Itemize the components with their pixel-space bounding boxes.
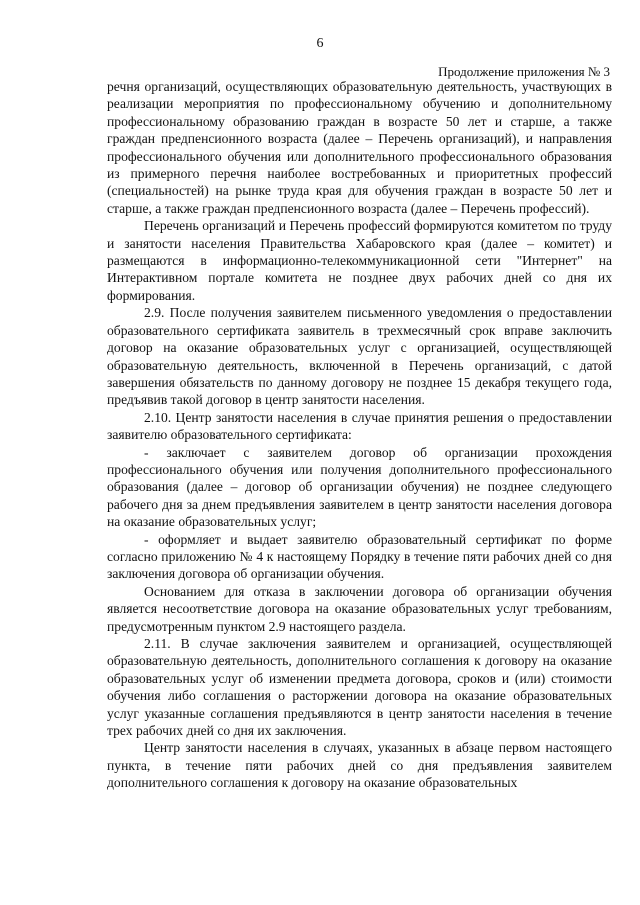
list-item-contract: - заключает с заявителем договор об организации прохождения профессионального обучения или получения дополнительного профессионального образования (далее – договор об организации обучения) не позднее следующего рабочего дня за днем предъявления заявителем в центр занятости населения договора на оказание образовательных услуг; [107, 444, 612, 530]
appendix-continuation-header: Продолжение приложения № 3 [438, 64, 610, 79]
paragraph-2-9: 2.9. После получения заявителем письменного уведомления о предоставлении образовательного сертификата заявитель в трехмесячный срок вправе заключить договор на оказание образовательных услуг с организацией, осуществляющей образовательную деятельность, включенной в Перечень организаций, с датой завершения обязательств по данному договору не позднее 15 декабря текущего года, предъявив такой договор в центр занятости населения. [107, 305, 612, 408]
paragraph-refusal-grounds: Основанием для отказа в заключении договора об организации обучения является несоответствие договора на оказание образовательных услуг требованиям, предусмотренным пунктом 2.9 настоящего раздела. [107, 583, 612, 634]
list-item-certificate: - оформляет и выдает заявителю образовательный сертификат по форме согласно приложению № 4 к настоящему Порядку в течение пяти рабочих дней со дня заключения договора об организации обучения. [107, 531, 612, 582]
paragraph-list-of-organizations: речня организаций, осуществляющих образовательную деятельность, участвующих в реализации мероприятия по профессиональному обучению и дополнительному профессиональному образованию граждан в возрасте 50 лет и старше, а также граждан предпенсионного возраста (далее – Перечень организаций), и направления профессионального обучения или дополнительного профессионального образования из примерного перечня наиболее востребованных и приоритетных профессий (специальностей) на рынке труда края для обучения граждан в возрасте 50 лет и старше, а также граждан предпенсионного возраста (далее – Перечень профессий). [107, 79, 612, 216]
paragraph-2-10: 2.10. Центр занятости населения в случае принятия решения о предоставлении заявителю образовательного сертификата: [107, 409, 612, 443]
page-number: 6 [316, 36, 324, 51]
paragraph-employment-center-cases: Центр занятости населения в случаях, указанных в абзаце первом настоящего пункта, в течение пяти рабочих дней со дня предъявления заявителем дополнительного соглашения к договору на оказание образовательных [107, 740, 612, 791]
document-body [107, 78, 612, 792]
paragraph-lists-formation: Перечень организаций и Перечень профессий формируются комитетом по труду и занятости населения Правительства Хабаровского края (далее – комитет) и размещаются в информационно-телекоммуникационной сети "Интернет" на Интерактивном портале комитета не позднее двух рабочих дней со дня их формирования. [107, 218, 612, 303]
paragraph-2-11: 2.11. В случае заключения заявителем и организацией, осуществляющей образовательную деятельность, дополнительного соглашения к договору на оказание образовательных услуг об изменении предмета договора, сроков и (или) стоимости обучения либо соглашения о расторжении договора на оказание образовательных услуг указанные соглашения предъявляются в центр занятости населения в течение трех рабочих дней со дня их заключения. [107, 636, 612, 739]
